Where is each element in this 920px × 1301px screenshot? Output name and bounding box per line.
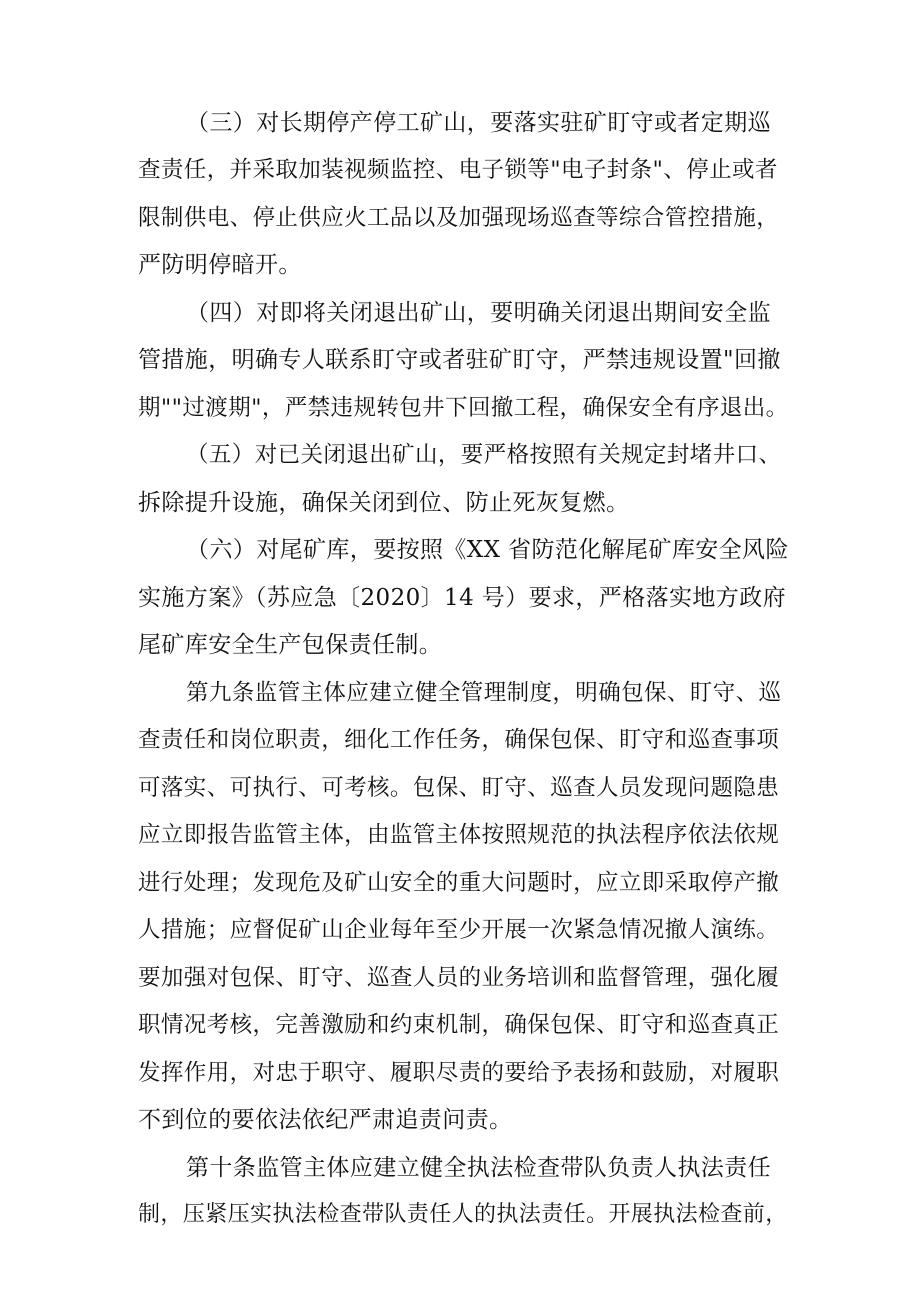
text-line: （五）对已关闭退出矿山，要严格按照有关规定封堵井口、 xyxy=(186,442,782,468)
text-line: （六）对尾矿库，要按照《XX 省防范化解尾矿库安全风险 xyxy=(186,537,789,563)
text-line: （四）对即将关闭退出矿山，要明确关闭退出期间安全监 xyxy=(186,300,771,326)
text-line: 人措施；应督促矿山企业每年至少开展一次紧急情况撤人演练。 xyxy=(138,917,780,943)
text-line: 制，压紧压实执法检查带队责任人的执法责任。开展执法检查前， xyxy=(138,1202,788,1227)
text-line: 查责任和岗位职责，细化工作任务，确保包保、盯守和巡查事项 xyxy=(138,727,780,753)
text-line: 拆除提升设施，确保关闭到位、防止死灰复燃。 xyxy=(138,490,630,516)
text-line: 期""过渡期"，严禁违规转包井下回撤工程，确保安全有序退出。 xyxy=(138,395,789,421)
text-line: 要加强对包保、盯守、巡查人员的业务培训和监督管理，强化履 xyxy=(138,965,780,991)
text-line: 第十条监管主体应建立健全执法检查带队负责人执法责任 xyxy=(186,1155,771,1181)
text-line: 严防明停暗开。 xyxy=(138,252,302,278)
text-line: 查责任，并采取加装视频监控、电子锁等"电子封条"、停止或者 xyxy=(138,157,778,183)
text-line: 不到位的要依法依纪严肃追责问责。 xyxy=(138,1107,513,1133)
text-line: 实施方案》（苏应急〔2020〕14 号）要求，严格落实地方政府 xyxy=(138,585,787,611)
text-line: 尾矿库安全生产包保责任制。 xyxy=(138,632,443,658)
text-line: 可落实、可执行、可考核。包保、盯守、巡查人员发现问题隐患 xyxy=(138,775,780,801)
text-line: （三）对长期停产停工矿山，要落实驻矿盯守或者定期巡 xyxy=(186,110,771,136)
text-line: 发挥作用，对忠于职守、履职尽责的要给予表扬和鼓励，对履职 xyxy=(138,1060,780,1086)
text-line: 第九条监管主体应建立健全管理制度，明确包保、盯守、巡 xyxy=(186,680,782,706)
text-line: 管措施，明确专人联系盯守或者驻矿盯守，严禁违规设置"回撤 xyxy=(138,347,781,373)
text-line: 应立即报告监管主体，由监管主体按照规范的执法程序依法依规 xyxy=(138,822,780,848)
text-line: 进行处理；发现危及矿山安全的重大问题时，应立即采取停产撤 xyxy=(138,870,780,896)
text-line: 限制供电、停止供应火工品以及加强现场巡查等综合管控措施， xyxy=(138,205,780,231)
text-line: 职情况考核，完善激励和约束机制，确保包保、盯守和巡查真正 xyxy=(138,1012,780,1038)
